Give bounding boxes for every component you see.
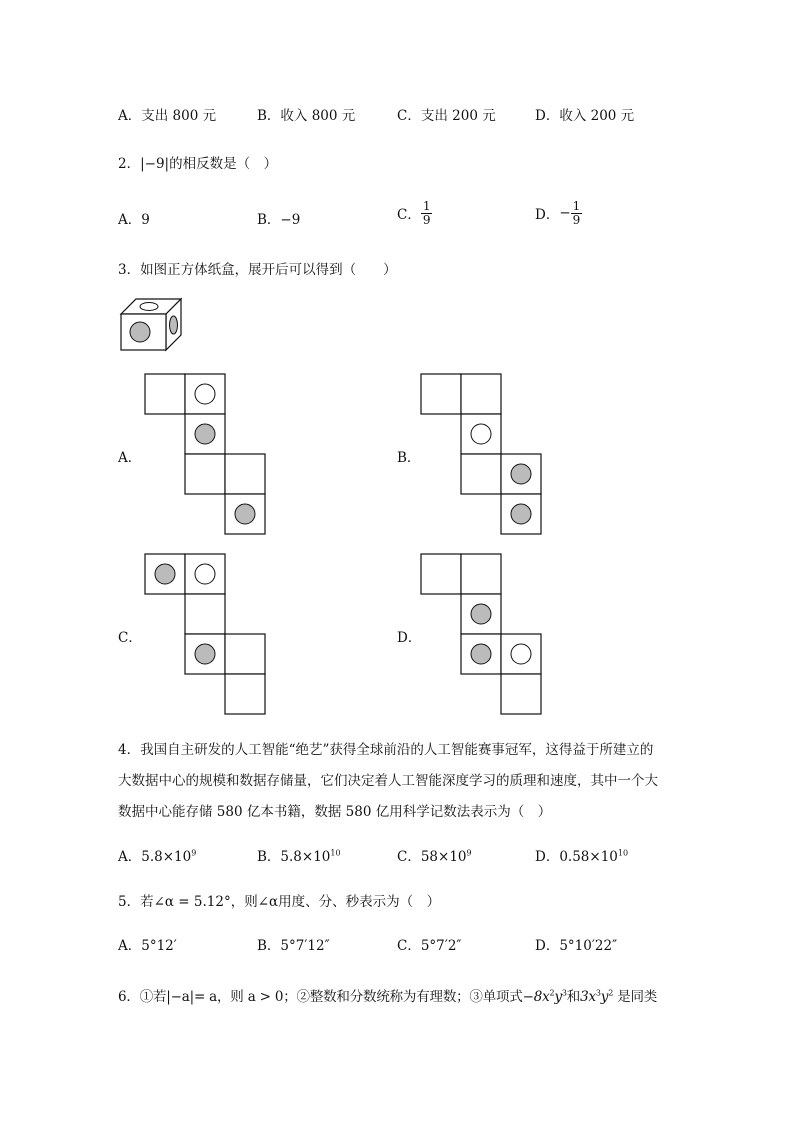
q1-option-b: B．收入 800 元 [257, 108, 356, 124]
q4-option-a: A．$5.8\times 10^9$ [118, 848, 197, 865]
q5-option-d: D．5°10′22″ [535, 938, 618, 954]
q5-option-c: C．5°7′2″ [397, 938, 462, 954]
q3-net-a [144, 373, 268, 537]
q1-option-d: D．收入 200 元 [535, 108, 635, 124]
q3-option-b-label: B． [397, 450, 421, 466]
q1-option-c: C．支出 200 元 [397, 108, 496, 124]
q2-abs-value: |−9| [140, 156, 170, 172]
q3-option-a-label: A． [118, 450, 142, 466]
q2-option-b: B．−9 [257, 212, 301, 228]
q2-option-a: A．9 [118, 212, 150, 228]
q1-option-a: A．支出 800 元 [118, 108, 217, 124]
q6-stem: 6．①若|−a|= a，则 a > 0；②整数和分数统称为有理数；③单项式$-8x^2y^3$和$3x^3y^2$ 是同类 [118, 988, 658, 1005]
q5-stem: 5．若∠α = 5.12°，则∠α用度、分、秒表示为（ ） [118, 894, 441, 910]
fraction: $\frac{1}{9}$ [572, 199, 581, 227]
q2-option-c: C． $\frac{1}{9}$ [397, 199, 431, 227]
q4-option-c: C．$58\times 10^9$ [397, 848, 472, 865]
q4-stem-line-1: 4．我国自主研发的人工智能“绝艺”获得全球前沿的人工智能赛事冠军，这得益于所建立的 [118, 742, 654, 758]
q3-option-c-label: C． [118, 630, 142, 646]
q4-stem-line-2: 大数据中心的规模和数据存储量，它们决定着人工智能深度学习的质理和速度，其中一个大 [118, 773, 658, 789]
fraction: $\frac{1}{9}$ [422, 199, 431, 227]
q4-option-b: B．$5.8\times 10^{10}$ [257, 848, 341, 865]
q2-option-d: D．− $\frac{1}{9}$ [535, 199, 581, 227]
q5-option-a: A．5°12′ [118, 938, 177, 954]
q3-net-c [144, 553, 268, 717]
q4-stem-line-3: 数据中心能存储 580 亿本书籍，数据 580 亿用科学记数法表示为（ ） [118, 804, 552, 820]
q3-net-d [420, 553, 544, 717]
cube-figure [118, 296, 188, 356]
q3-option-d-label: D． [397, 630, 422, 646]
q3-stem: 3．如图正方体纸盒，展开后可以得到（ ） [118, 262, 397, 278]
q5-option-b: B．5°7′12″ [257, 938, 330, 954]
q3-net-b [420, 373, 544, 537]
q2-stem: 2．|−9|的相反数是（ ） [118, 156, 278, 172]
q4-option-d: D．$0.58\times 10^{10}$ [535, 848, 629, 865]
